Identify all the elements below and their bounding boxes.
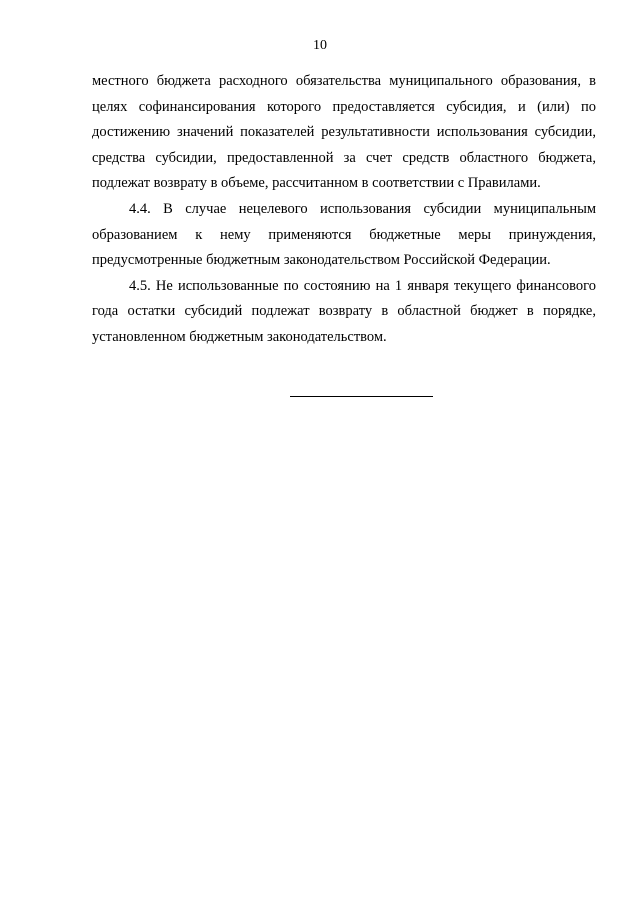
- end-separator-line: [290, 396, 433, 397]
- paragraph-continuation: местного бюджета расходного обязательства муниципального образования, в целях софинансирования которого предоставляется субсидия, и (или) по достижению значений показателей результативности использования субсидии, средства субсидии, предоставленной за счет средств областного бюджета, подлежат возврату в объеме, рассчитанном в соответствии с Правилами.: [92, 73, 596, 192]
- paragraph-clause-4-5: 4.5. Не использованные по состоянию на 1 января текущего финансового года остатки субсидий подлежат возврату в областной бюджет в порядке, установленном бюджетным законодательством.: [92, 277, 596, 345]
- paragraph-clause-4-4: 4.4. В случае нецелевого использования субсидии муниципальным образованием к нему применяются бюджетные меры принуждения, предусмотренные бюджетным законодательством Российской Федерации.: [92, 200, 596, 269]
- page-number: 10: [313, 38, 327, 53]
- document-body: [92, 69, 596, 351]
